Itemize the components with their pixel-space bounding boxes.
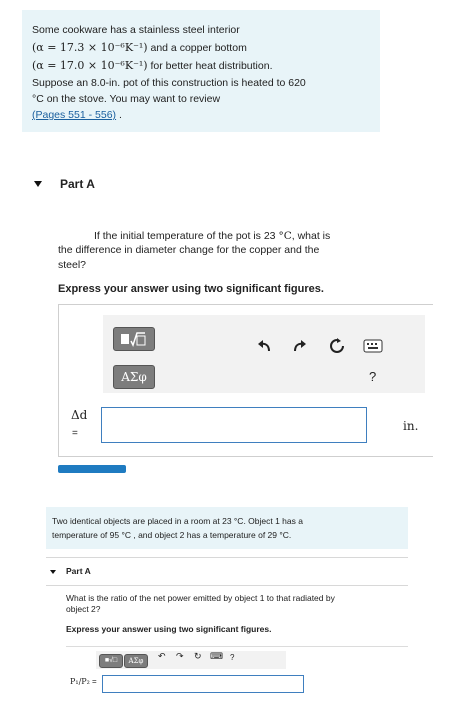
intro-line-3-text: for better heat distribution. (150, 60, 273, 72)
reset-icon[interactable]: ↻ (194, 651, 202, 661)
intro-line-3 (32, 59, 273, 72)
collapse-triangle-icon[interactable] (34, 181, 42, 187)
intro-line-5: °C on the stove. You may want to review (32, 93, 221, 105)
reset-icon[interactable] (329, 338, 345, 354)
equals-sign: = (92, 677, 97, 686)
question-line-1-post: , what is (291, 230, 331, 242)
delta-d-label: Δd (71, 408, 88, 422)
redo-icon[interactable] (293, 339, 307, 353)
collapse-triangle-icon[interactable] (50, 570, 56, 574)
copper-coefficient: (α = 17.0 × 10⁻⁶K⁻¹) (32, 59, 148, 72)
part-a2-title[interactable]: Part A (66, 566, 91, 576)
equals-sign: = (72, 428, 78, 439)
intro2-line-1: Two identical objects are placed in a room at 23 °C. Object 1 has a (52, 516, 303, 526)
symbols-button[interactable]: ΑΣφ (124, 654, 148, 668)
part-a-title[interactable]: Part A (60, 177, 95, 191)
question2-line-1: What is the ratio of the net power emitted by object 1 to that radiated by (66, 593, 335, 603)
submit-button[interactable] (58, 465, 126, 473)
question2-line-2: object 2? (66, 604, 101, 614)
undo-icon[interactable]: ↶ (158, 651, 166, 661)
answer-input[interactable] (101, 407, 367, 443)
ratio-label: P₁/P₂ (70, 677, 90, 686)
steel-coefficient: (α = 17.3 × 10⁻⁶K⁻¹) (32, 41, 148, 54)
redo-icon[interactable]: ↷ (176, 651, 184, 661)
math-toolbar (103, 315, 425, 393)
unit-label: in. (403, 419, 419, 433)
math-toolbar-2 (96, 651, 286, 669)
link-suffix: . (118, 109, 122, 121)
keyboard-icon[interactable] (363, 339, 383, 353)
intro-line-1: Some cookware has a stainless steel interior (32, 24, 240, 36)
symbols-button[interactable]: ΑΣφ (113, 365, 155, 389)
divider (46, 585, 408, 586)
temp-unit: °C (278, 230, 292, 242)
intro2-line-2: temperature of 95 °C , and object 2 has a temperature of 29 °C. (52, 530, 292, 540)
answer2-instruction: Express your answer using two significant figures. (66, 624, 272, 634)
intro-line-2 (32, 41, 247, 54)
answer2-panel (66, 646, 408, 701)
answer-panel (58, 304, 433, 457)
question-line-1 (94, 229, 330, 244)
keyboard-icon[interactable]: ⌨ (210, 651, 223, 661)
question-line-2: the difference in diameter change for the copper and the (58, 244, 320, 256)
help-button[interactable]: ? (369, 369, 377, 384)
answer2-input[interactable] (102, 675, 304, 693)
question-line-3: steel? (58, 259, 87, 271)
intro-line-4: Suppose an 8.0-in. pot of this construction is heated to 620 (32, 77, 306, 89)
problem-intro (22, 10, 380, 132)
templates-button[interactable] (113, 327, 155, 351)
templates-button[interactable]: ■√□ (99, 654, 123, 668)
help-button[interactable]: ? (230, 653, 235, 662)
intro-line-6 (32, 109, 122, 121)
divider (46, 557, 408, 558)
question-line-1-pre: If the initial temperature of the pot is 23 (94, 230, 276, 242)
intro-line-2-text: and a copper bottom (150, 42, 247, 54)
pages-link[interactable]: (Pages 551 - 556) (32, 109, 117, 121)
problem-2-intro (46, 507, 408, 549)
undo-icon[interactable] (257, 339, 271, 353)
templates-icon (114, 328, 154, 350)
answer-instruction: Express your answer using two significant figures. (58, 283, 324, 295)
